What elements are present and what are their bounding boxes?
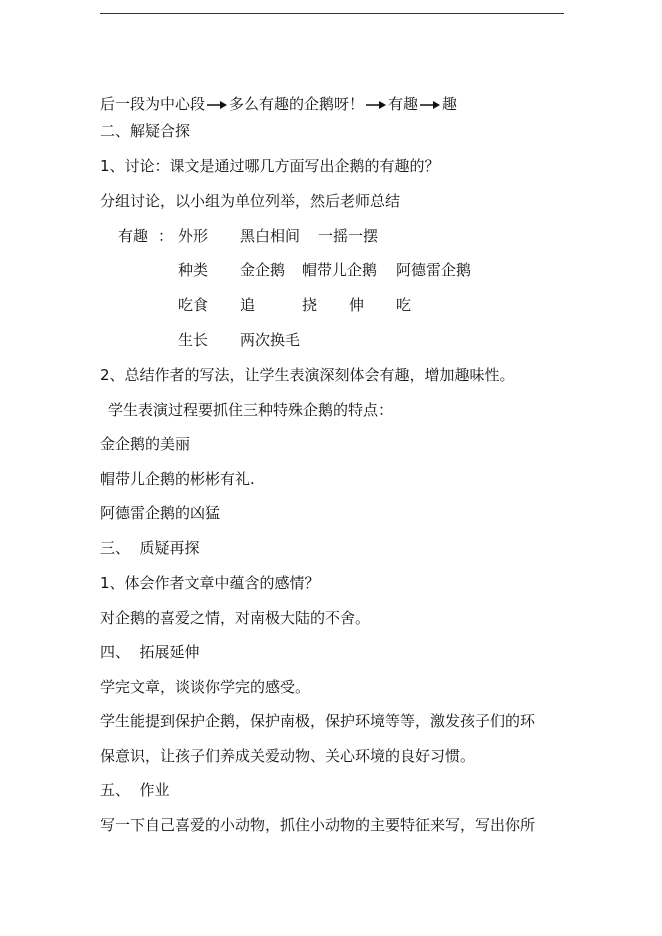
- paragraph: 2、总结作者的写法，让学生表演深刻体会有趣，增加趣味性。: [100, 366, 515, 384]
- paragraph: 分组讨论，以小组为单位列举，然后老师总结: [100, 192, 401, 210]
- summary-item: 伸: [349, 296, 365, 314]
- text-segment: 多么有趣的企鹅呀！: [229, 95, 365, 113]
- text-segment: 趣: [442, 95, 458, 113]
- section-heading: 三、 质疑再探: [100, 539, 200, 557]
- summary-item: 一摇一摆: [318, 227, 379, 245]
- paragraph: 1、讨论：课文是通过哪几方面写出企鹅的有趣的？: [100, 157, 440, 175]
- summary-category: 吃食: [178, 296, 209, 314]
- right-arrow-icon: [419, 100, 441, 110]
- summary-item: 吃: [396, 296, 412, 314]
- text-segment: 后一段为中心段: [100, 95, 206, 113]
- paragraph: 1、体会作者文章中蕴含的感情？: [100, 574, 320, 592]
- summary-colon: ：: [158, 227, 174, 245]
- paragraph: 学完文章，谈谈你学完的感受。: [100, 678, 311, 696]
- section-heading: 二、解疑合探: [100, 122, 191, 140]
- summary-category: 外形: [178, 227, 209, 245]
- paragraph: 学生表演过程要抓住三种特殊企鹅的特点：: [108, 401, 394, 419]
- section-heading: 四、 拓展延伸: [100, 643, 200, 661]
- header-rule: [100, 13, 564, 14]
- summary-category: 种类: [178, 261, 209, 279]
- paragraph: 学生能提到保护企鹅，保护南极，保护环境等等，激发孩子们的环: [100, 712, 536, 730]
- summary-label-text: 有趣: [118, 227, 149, 245]
- summary-category: 生长: [178, 331, 209, 349]
- list-item: 阿德雷企鹅的凶猛: [100, 504, 221, 522]
- summary-item: 两次换毛: [240, 331, 301, 349]
- right-arrow-icon: [365, 100, 387, 110]
- summary-item: 阿德雷企鹅: [396, 261, 472, 279]
- list-item: 金企鹅的美丽: [100, 435, 191, 453]
- line-central-paragraph: [100, 94, 457, 114]
- paragraph: 对企鹅的喜爱之情，对南极大陆的不舍。: [100, 609, 371, 627]
- text-segment: 有趣: [388, 95, 419, 113]
- summary-label: [118, 226, 173, 246]
- summary-item: 挠: [302, 296, 318, 314]
- list-item: 帽带儿企鹅的彬彬有礼.: [100, 470, 255, 488]
- paragraph: 保意识，让孩子们养成关爱动物、关心环境的良好习惯。: [100, 747, 476, 765]
- right-arrow-icon: [206, 100, 228, 110]
- paragraph: 写一下自己喜爱的小动物，抓住小动物的主要特征来写，写出你所: [100, 816, 536, 834]
- summary-item: 追: [240, 296, 256, 314]
- section-heading: 五、 作业: [100, 781, 170, 799]
- summary-item: 帽带儿企鹅: [302, 261, 378, 279]
- summary-item: 黑白相间: [240, 227, 301, 245]
- summary-item: 金企鹅: [240, 261, 286, 279]
